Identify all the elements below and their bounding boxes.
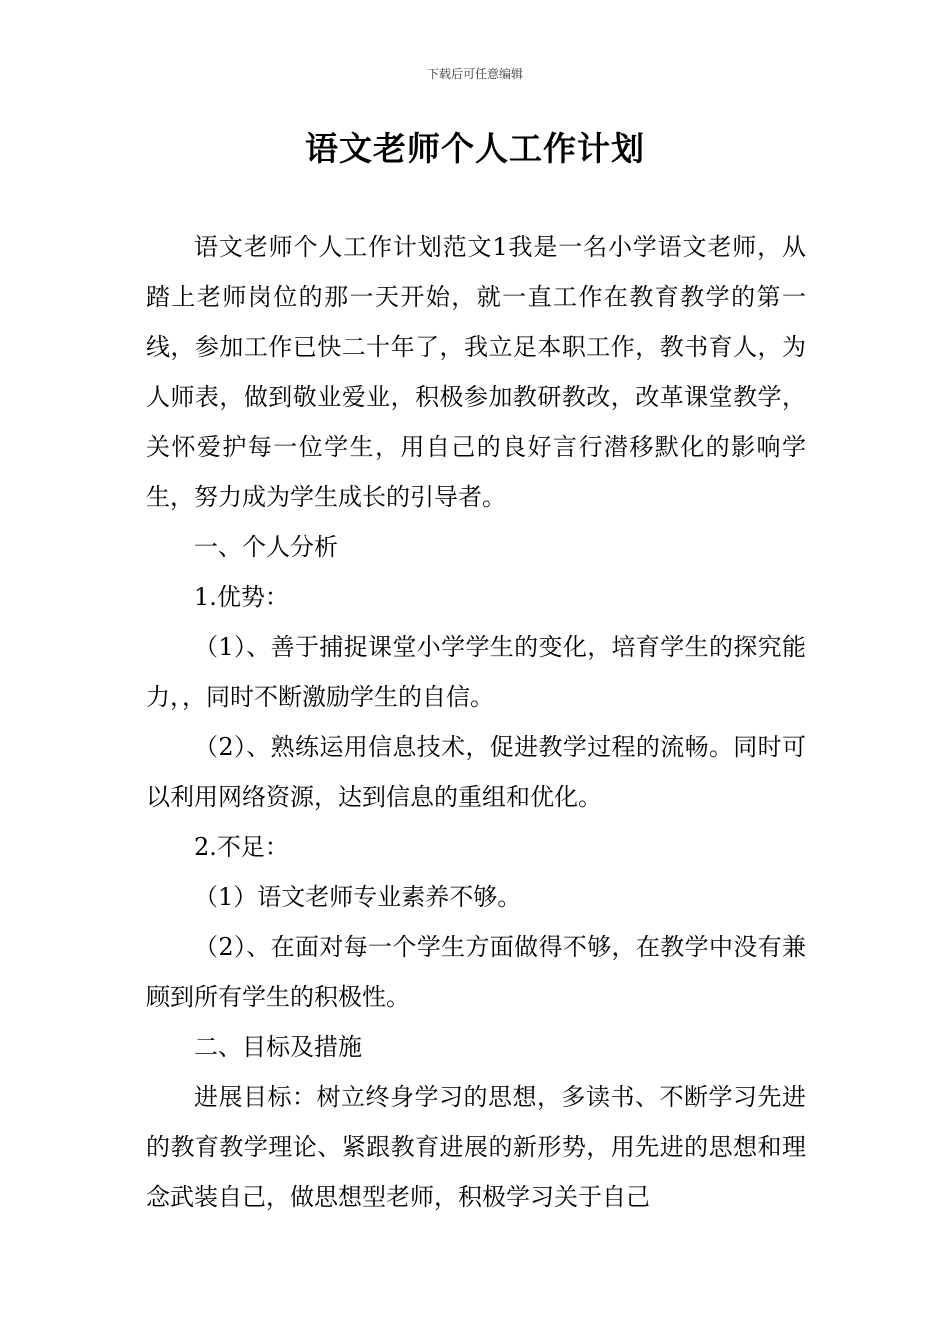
section-heading-goals-measures: 二、目标及措施 xyxy=(194,1033,362,1061)
document-body xyxy=(146,222,806,1222)
paragraph-weakness-1: （1）语文老师专业素养不够。 xyxy=(194,883,522,911)
paragraph-intro: 语文老师个人工作计划范文1我是一名小学语文老师，从踏上老师岗位的那一天开始，就一直工作在教育教学的第一线，参加工作已快二十年了，我立足本职工作，教书育人，为人师表，做到敬业爱业，积极参加教研教改，改革课堂教学，关怀爱护每一位学生，用自己的良好言行潜移默化的影响学生，努力成为学生成长的引导者。 xyxy=(146,233,806,511)
subheading-strengths: 1.优势： xyxy=(194,583,289,611)
document-title: 语文老师个人工作计划 xyxy=(305,129,645,168)
paragraph-strength-1: （1）、善于捕捉课堂小学学生的变化，培育学生的探究能力，，同时不断激励学生的自信。 xyxy=(146,633,806,711)
page-header-note: 下载后可任意编辑 xyxy=(426,67,523,81)
paragraph-weakness-2: （2）、在面对每一个学生方面做得不够，在教学中没有兼顾到所有学生的积极性。 xyxy=(146,933,806,1011)
subheading-weaknesses: 2.不足： xyxy=(194,833,289,861)
section-heading-personal-analysis: 一、个人分析 xyxy=(194,533,338,561)
paragraph-development-goal: 进展目标：树立终身学习的思想，多读书、不断学习先进的教育教学理论、紧跟教育进展的新形势，用先进的思想和理念武装自己，做思想型老师，积极学习关于自己 xyxy=(146,1083,806,1211)
paragraph-strength-2: （2）、熟练运用信息技术，促进教学过程的流畅。同时可以利用网络资源，达到信息的重组和优化。 xyxy=(146,733,806,811)
